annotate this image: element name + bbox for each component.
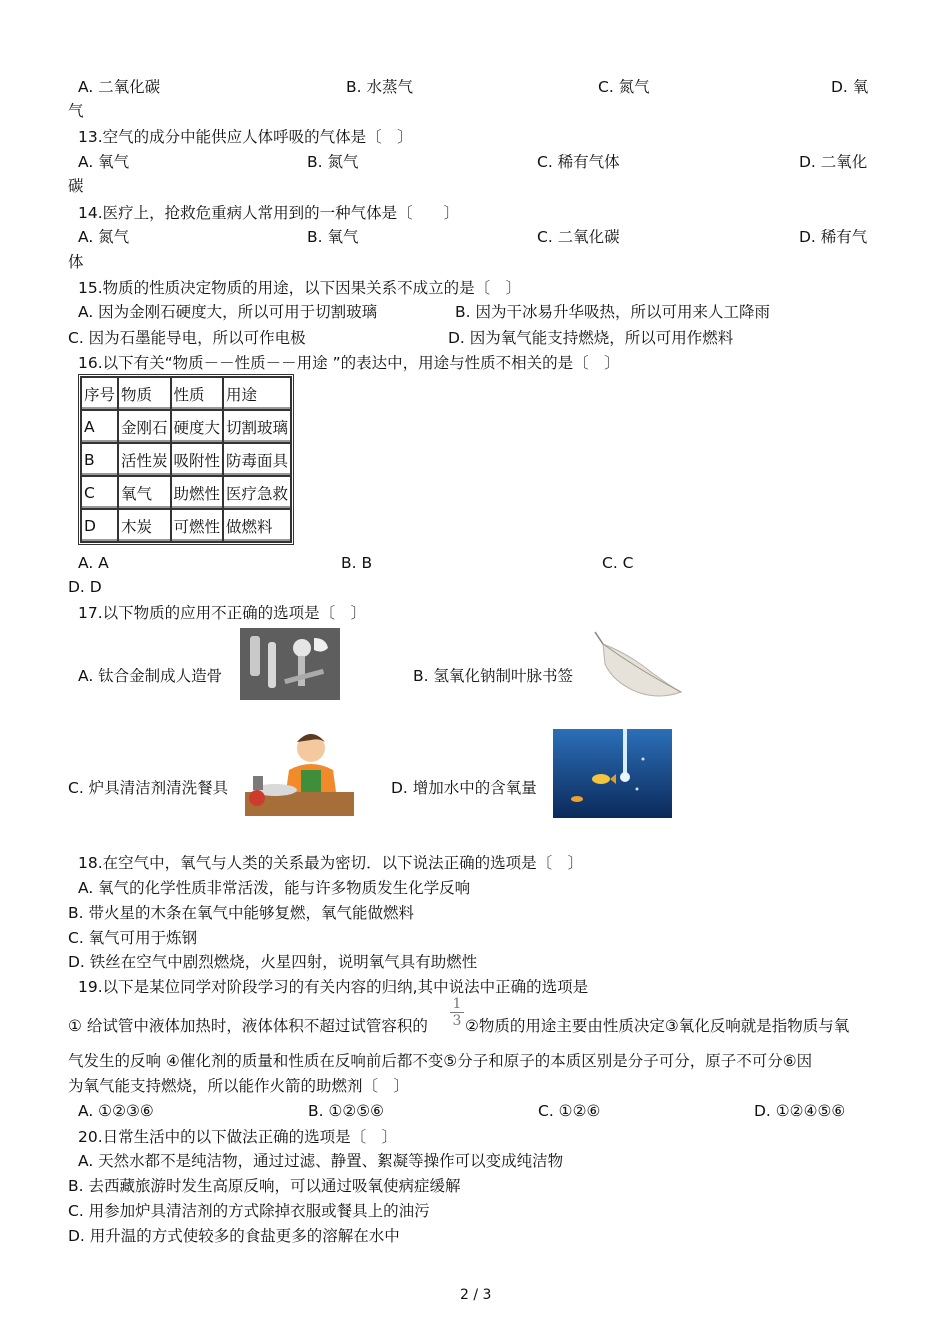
- leaf-bookmark-image: [589, 630, 687, 702]
- q20-option-a: A. 天然水都不是纯洁物，通过过滤、静置、絮凝等操作可以变成纯洁物: [78, 1152, 564, 1170]
- table-cell: B: [81, 443, 118, 476]
- q19-line1-part2: ②物质的用途主要由性质决定③氧化反响就是指物质与氧: [465, 1017, 850, 1035]
- table-cell: D: [81, 509, 118, 542]
- q19-line2: 气发生的反响 ④催化剂的质量和性质在反响前后都不变⑤分子和原子的本质区别是分子可分，原子不可分⑥因: [68, 1052, 813, 1070]
- q15-option-d: D. 因为氧气能支持燃烧，所以可用作燃料: [448, 329, 734, 347]
- table-cell: 活性炭: [118, 443, 171, 476]
- q17-option-d: D. 增加水中的含氧量: [391, 779, 537, 797]
- q12-option-c: C. 氮气: [598, 78, 650, 96]
- q14-stem: 14.医疗上，抢救危重病人常用到的一种气体是〔 〕: [78, 204, 460, 222]
- q18-stem: 18.在空气中，氧气与人类的关系最为密切．以下说法正确的选项是〔 〕: [78, 854, 584, 872]
- q19-option-c: C. ①②⑥: [538, 1102, 601, 1120]
- q15-option-a: A. 因为金刚石硬度大，所以可用于切割玻璃: [78, 303, 378, 321]
- table-header-cell: 物质: [118, 377, 171, 410]
- table-cell: 医疗急救: [223, 476, 291, 509]
- q13-stem: 13.空气的成分中能供应人体呼吸的气体是〔 〕: [78, 128, 413, 146]
- table-header-row: [81, 377, 291, 410]
- q13-option-d: D. 二氧化: [799, 153, 868, 171]
- table-cell: 木炭: [118, 509, 171, 542]
- q19-option-d: D. ①②④⑤⑥: [754, 1102, 846, 1120]
- q15-stem: 15.物质的性质决定物质的用途，以下因果关系不成立的是〔 〕: [78, 279, 522, 297]
- q17-stem: 17.以下物质的应用不正确的选项是〔 〕: [78, 604, 367, 622]
- q18-option-a: A. 氧气的化学性质非常活泼，能与许多物质发生化学反响: [78, 879, 471, 897]
- q17-option-a: A. 钛合金制成人造骨: [78, 667, 223, 685]
- table-cell: C: [81, 476, 118, 509]
- fraction-one-third: [450, 997, 464, 1028]
- q19-stem: 19.以下是某位同学对阶段学习的有关内容的归纳,其中说法中正确的选项是: [78, 978, 589, 996]
- table-cell: 氧气: [118, 476, 171, 509]
- table-header-cell: 用途: [223, 377, 291, 410]
- table-cell: 切割玻璃: [223, 410, 291, 443]
- table-cell: 防毒面具: [223, 443, 291, 476]
- q16-option-a: A. A: [78, 554, 109, 572]
- q18-option-d: D. 铁丝在空气中剧烈燃烧，火星四射，说明氧气具有助燃性: [68, 953, 478, 971]
- q12-option-b: B. 水蒸气: [346, 78, 413, 96]
- fraction-numerator: 1: [452, 996, 462, 1012]
- q16-option-b: B. B: [341, 554, 373, 572]
- q16-table: [78, 374, 294, 545]
- q13-option-a: A. 氧气: [78, 153, 130, 171]
- q13-option-b: B. 氮气: [307, 153, 359, 171]
- aquarium-fish-image: [553, 729, 672, 818]
- q15-option-b: B. 因为干冰易升华吸热，所以可用来人工降雨: [455, 303, 770, 321]
- q12-option-d-wrap: 气: [68, 102, 84, 120]
- dishwashing-boy-image: [245, 730, 354, 816]
- q20-option-d: D. 用升温的方式使较多的食盐更多的溶解在水中: [68, 1227, 400, 1245]
- table-header-cell: 性质: [171, 377, 224, 410]
- table-row: [81, 443, 291, 476]
- table-cell: 硬度大: [171, 410, 224, 443]
- table-row: [81, 476, 291, 509]
- q17-option-b: B. 氢氧化钠制叶脉书签: [413, 667, 573, 685]
- q12-option-d: D. 氧: [831, 78, 869, 96]
- q16-option-c: C. C: [602, 554, 634, 572]
- q19-line1-part1: ① 给试管中液体加热时，液体体积不超过试管容积的: [68, 1017, 428, 1035]
- q18-option-b: B. 带火星的木条在氧气中能够复燃，氧气能做燃料: [68, 904, 414, 922]
- q17-option-c: C. 炉具清洁剂清洗餐具: [68, 779, 229, 797]
- q18-option-c: C. 氧气可用于炼钢: [68, 929, 198, 947]
- table-cell: 吸附性: [171, 443, 224, 476]
- table-row: [81, 410, 291, 443]
- q19-option-b: B. ①②⑤⑥: [308, 1102, 385, 1120]
- page-number: 2 / 3: [460, 1287, 492, 1303]
- table-cell: 金刚石: [118, 410, 171, 443]
- q13-option-c: C. 稀有气体: [537, 153, 620, 171]
- q20-stem: 20.日常生活中的以下做法正确的选项是〔 〕: [78, 1128, 398, 1146]
- fraction-denominator: 3: [452, 1013, 462, 1029]
- q15-option-c: C. 因为石墨能导电，所以可作电极: [68, 329, 306, 347]
- q14-option-d: D. 稀有气: [799, 228, 868, 246]
- q20-option-b: B. 去西藏旅游时发生高原反响，可以通过吸氧使病症缓解: [68, 1177, 461, 1195]
- q13-option-d-wrap: 碳: [68, 177, 84, 195]
- q14-option-c: C. 二氧化碳: [537, 228, 620, 246]
- q19-line3: 为氧气能支持燃烧，所以能作火箭的助燃剂〔 〕: [68, 1077, 410, 1095]
- q19-option-a: A. ①②③⑥: [78, 1102, 154, 1120]
- titanium-bone-image: [240, 628, 340, 700]
- q14-option-d-wrap: 体: [68, 253, 84, 271]
- table-header-cell: 序号: [81, 377, 118, 410]
- q14-option-b: B. 氧气: [307, 228, 359, 246]
- table-row: [81, 509, 291, 542]
- q20-option-c: C. 用参加炉具清洁剂的方式除掉衣服或餐具上的油污: [68, 1202, 430, 1220]
- table-cell: 助燃性: [171, 476, 224, 509]
- q12-option-a: A. 二氧化碳: [78, 78, 161, 96]
- q16-option-d: D. D: [68, 578, 102, 596]
- table-cell: 可燃性: [171, 509, 224, 542]
- table-cell: A: [81, 410, 118, 443]
- q14-option-a: A. 氮气: [78, 228, 130, 246]
- table-cell: 做燃料: [223, 509, 291, 542]
- q16-stem: 16.以下有关“物质－－性质－－用途 ”的表达中，用途与性质不相关的是〔 〕: [78, 354, 620, 372]
